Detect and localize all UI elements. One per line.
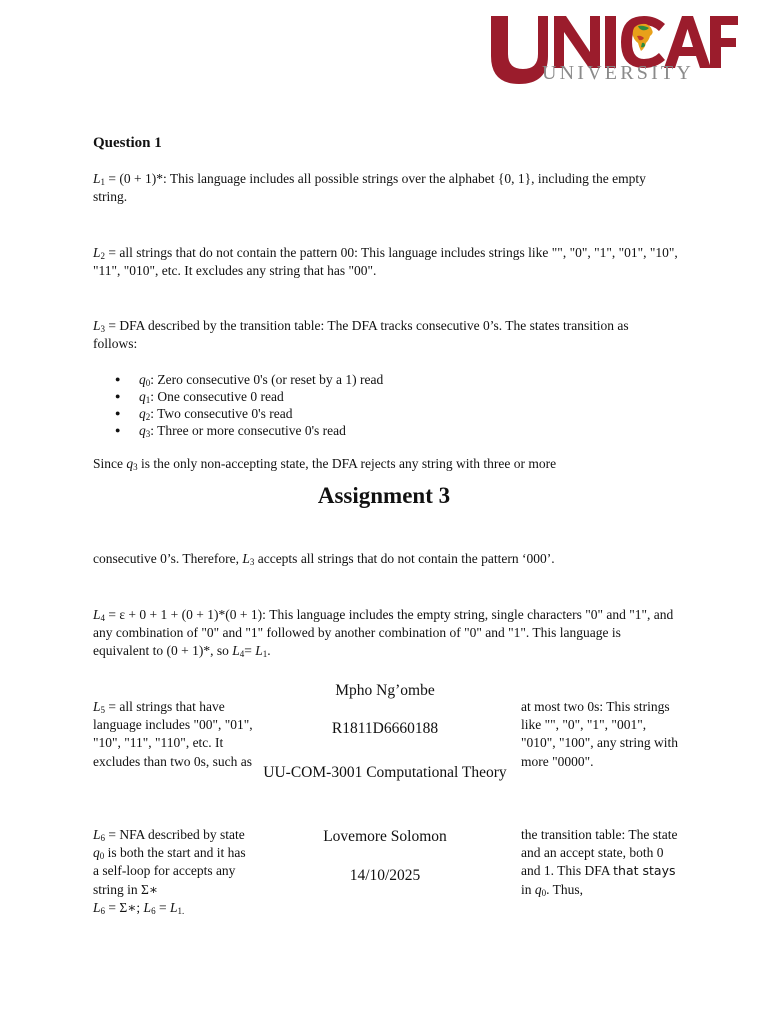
l5-left: $L_5$ = all strings that have language includes "00", "01", "10", "11", "110", etc. It excludes than two 0s, such as	[93, 699, 253, 769]
l4-paragraph: $L_4 = \varepsilon + 0 + 1 + (0 + 1)*(0 + 1)$: This language includes the empty string, single characters "0" and "1", and any combination of "0" and "1" followed by another combination of "0" and "1". This language is equivalent to (0 + 1)*, so $L_4= L_1$.	[93, 607, 674, 659]
submission-date: 14/10/2025	[349, 867, 421, 884]
unicaf-logo-subtitle: UNIVERSITY	[542, 62, 694, 84]
l3-text: = DFA described by the transition table: The DFA tracks consecutive 0’s. The states transition as follows:	[93, 318, 629, 351]
l3-paragraph	[93, 317, 653, 353]
lecturer-name: Lovemore Solomon	[323, 828, 447, 845]
l3-continuation: consecutive 0’s. Therefore, $L_3$ accepts all strings that do not contain the pattern ‘000’.	[93, 551, 555, 567]
student-name: Mpho Ng’ombe	[335, 682, 435, 699]
l2-paragraph	[93, 244, 678, 280]
l1-sub: 1	[100, 177, 106, 187]
state-item-q2: ● $q_2$: Two consecutive 0's read	[115, 405, 515, 422]
l1-var: L	[93, 171, 101, 186]
l3-var: L	[93, 318, 101, 333]
l5-right: at most two 0s: This strings like "", "0", "1", "001", "010", "100", any string with more "0000".	[521, 699, 679, 769]
l6-right: the transition table: The state and an accept state, both 0 and 1. This DFA that stays in $q_0$. Thus,	[521, 827, 678, 898]
l2-var: L	[93, 245, 101, 260]
state-item-q3: ● $q_3$: Three or more consecutive 0's read	[115, 422, 515, 439]
l1-paragraph	[93, 170, 673, 206]
question-heading: Question 1	[93, 135, 162, 151]
l2-text: = all strings that do not contain the pattern 00: This language includes strings like "", "0", "1", "01", "10", "11", "010", etc. It excludes any string that has "00".	[93, 245, 678, 278]
l3-sub: 3	[100, 324, 106, 334]
course-title: UU-COM-3001 Computational Theory	[263, 764, 507, 781]
l1-text: = (0 + 1)*: This language includes all possible strings over the alphabet {0, 1}, including the empty string.	[93, 171, 646, 204]
state-item-q1: ● $q_1$: One consecutive 0 read	[115, 388, 515, 405]
l6-left: $L_6$ = NFA described by state $q_0$ is both the start and it has a self-loop for accepts any string in Σ∗ $L_6$ = Σ∗; $L_6 = L_{1.}$	[93, 827, 246, 916]
assignment-title: Assignment 3	[317, 483, 451, 508]
state-item-q0: ● $q_0$: Zero consecutive 0's (or reset by a 1) read	[115, 371, 515, 388]
unicaf-logo	[486, 12, 740, 88]
l3-state-list	[115, 371, 515, 439]
l3-since-line: Since $q_3$ is the only non-accepting state, the DFA rejects any string with three or more	[93, 456, 557, 472]
student-id: R1811D6660188	[331, 720, 439, 737]
l2-sub: 2	[100, 251, 106, 261]
